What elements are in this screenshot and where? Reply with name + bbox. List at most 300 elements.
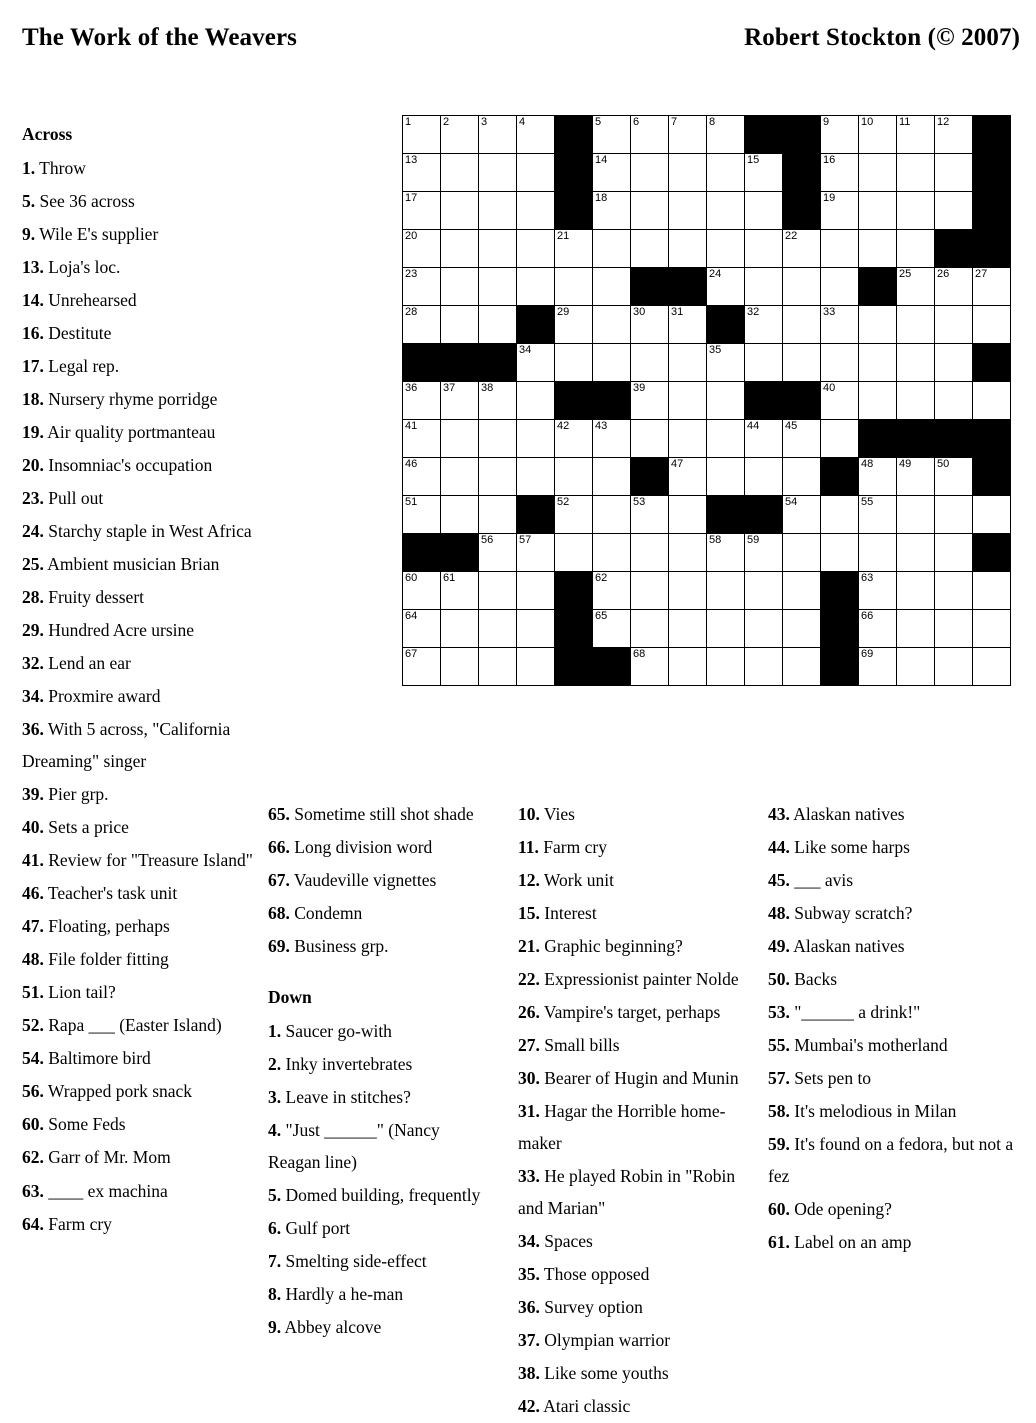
grid-cell[interactable]	[745, 306, 783, 344]
grid-cell[interactable]	[783, 648, 821, 686]
down-clue	[768, 1062, 1018, 1094]
grid-cell[interactable]	[821, 420, 859, 458]
grid-cell[interactable]	[517, 192, 555, 230]
down-clue	[768, 897, 1018, 929]
grid-cell[interactable]	[859, 230, 897, 268]
grid-cell[interactable]	[707, 382, 745, 420]
grid-cell[interactable]	[783, 496, 821, 534]
clue-number: 13.	[22, 257, 44, 278]
grid-cell[interactable]	[479, 496, 517, 534]
crossword-grid-table[interactable]	[402, 115, 1011, 686]
grid-cell[interactable]	[897, 268, 935, 306]
grid-cell[interactable]	[707, 116, 745, 154]
clue-text: Garr of Mr. Mom	[43, 1147, 171, 1168]
grid-cell[interactable]	[935, 610, 973, 648]
grid-cell[interactable]	[897, 382, 935, 420]
grid-cell[interactable]	[555, 344, 593, 382]
grid-cell[interactable]	[479, 648, 517, 686]
grid-cell[interactable]	[973, 268, 1011, 306]
grid-cell[interactable]	[517, 648, 555, 686]
grid-cell[interactable]	[631, 610, 669, 648]
grid-cell[interactable]	[821, 192, 859, 230]
grid-cell[interactable]	[935, 648, 973, 686]
grid-cell[interactable]	[479, 116, 517, 154]
clue-text: "______ a drink!"	[789, 1002, 921, 1023]
grid-cell[interactable]	[631, 572, 669, 610]
grid-cell-block	[745, 382, 783, 420]
down-clue	[768, 1029, 1018, 1061]
grid-cell[interactable]	[669, 192, 707, 230]
grid-cell[interactable]	[745, 534, 783, 572]
across-clue	[22, 449, 262, 481]
grid-cell[interactable]	[897, 154, 935, 192]
grid-cell-block	[973, 192, 1011, 230]
grid-cell[interactable]	[479, 610, 517, 648]
across-clue	[22, 284, 262, 316]
grid-cell[interactable]	[669, 230, 707, 268]
down-clue	[518, 1291, 746, 1323]
grid-cell[interactable]	[517, 458, 555, 496]
down-clue	[268, 1311, 486, 1343]
clue-column-4	[768, 798, 1018, 1259]
clue-number: 26.	[518, 1002, 540, 1023]
grid-cell[interactable]	[935, 306, 973, 344]
clue-text: Interest	[539, 903, 597, 924]
grid-cell[interactable]	[631, 154, 669, 192]
clue-text: Vaudeville vignettes	[289, 870, 437, 891]
clue-text: It's melodious in Milan	[789, 1101, 957, 1122]
clue-text: Pull out	[43, 488, 104, 509]
grid-cell-number: 37	[443, 382, 456, 394]
clue-number: 54.	[22, 1048, 44, 1069]
grid-cell[interactable]	[403, 420, 441, 458]
grid-cell[interactable]	[403, 382, 441, 420]
grid-cell[interactable]	[859, 496, 897, 534]
grid-cell[interactable]	[593, 344, 631, 382]
grid-cell[interactable]	[707, 458, 745, 496]
grid-cell[interactable]	[479, 420, 517, 458]
grid-cell[interactable]	[631, 306, 669, 344]
grid-cell[interactable]	[745, 230, 783, 268]
clue-number: 31.	[518, 1101, 540, 1122]
clue-number: 58.	[768, 1101, 790, 1122]
grid-cell[interactable]	[821, 534, 859, 572]
clue-column-3	[518, 798, 746, 1423]
grid-cell[interactable]	[859, 572, 897, 610]
down-clue	[768, 1128, 1018, 1192]
grid-cell[interactable]	[669, 648, 707, 686]
grid-cell[interactable]	[897, 610, 935, 648]
grid-cell[interactable]	[403, 610, 441, 648]
grid-cell[interactable]	[707, 648, 745, 686]
grid-cell[interactable]	[479, 458, 517, 496]
grid-cell[interactable]	[821, 230, 859, 268]
grid-cell[interactable]	[517, 610, 555, 648]
grid-cell[interactable]	[517, 572, 555, 610]
grid-cell[interactable]	[555, 458, 593, 496]
across-clue	[22, 844, 262, 876]
grid-cell[interactable]	[821, 268, 859, 306]
grid-cell[interactable]	[707, 268, 745, 306]
grid-cell[interactable]	[859, 648, 897, 686]
grid-cell[interactable]	[973, 306, 1011, 344]
grid-cell[interactable]	[631, 420, 669, 458]
grid-cell[interactable]	[403, 116, 441, 154]
grid-cell-number: 65	[595, 610, 608, 622]
grid-cell-number: 60	[405, 572, 418, 584]
grid-cell[interactable]	[897, 648, 935, 686]
grid-cell[interactable]	[897, 496, 935, 534]
grid-cell[interactable]	[593, 610, 631, 648]
grid-cell[interactable]	[441, 306, 479, 344]
clue-text: Leave in stitches?	[281, 1087, 411, 1108]
grid-cell[interactable]	[403, 192, 441, 230]
grid-cell[interactable]	[441, 230, 479, 268]
grid-cell[interactable]	[745, 420, 783, 458]
grid-cell-number: 6	[633, 116, 640, 128]
across-clue	[22, 1208, 262, 1240]
grid-cell[interactable]	[707, 534, 745, 572]
grid-cell-number: 62	[595, 572, 608, 584]
clue-text: Legal rep.	[43, 356, 120, 377]
grid-cell[interactable]	[631, 192, 669, 230]
clue-text: Unrehearsed	[43, 290, 137, 311]
grid-cell-number: 63	[861, 572, 874, 584]
grid-cell[interactable]	[783, 306, 821, 344]
clue-number: 21.	[518, 936, 540, 957]
grid-row	[403, 306, 1011, 344]
grid-cell[interactable]	[783, 344, 821, 382]
clue-text: Work unit	[539, 870, 614, 891]
down-clue	[518, 1095, 746, 1159]
grid-row	[403, 534, 1011, 572]
clue-number: 38.	[518, 1363, 540, 1384]
grid-cell[interactable]	[935, 572, 973, 610]
grid-cell[interactable]	[517, 534, 555, 572]
grid-cell[interactable]	[669, 344, 707, 382]
grid-cell[interactable]	[859, 192, 897, 230]
crossword-grid[interactable]	[402, 115, 1011, 686]
grid-cell-number: 21	[557, 230, 570, 242]
grid-cell[interactable]	[441, 382, 479, 420]
grid-cell[interactable]	[403, 648, 441, 686]
grid-cell[interactable]	[707, 610, 745, 648]
grid-cell[interactable]	[403, 268, 441, 306]
grid-cell[interactable]	[555, 268, 593, 306]
grid-cell[interactable]	[441, 192, 479, 230]
grid-cell[interactable]	[479, 268, 517, 306]
grid-cell[interactable]	[859, 534, 897, 572]
down-clue	[768, 831, 1018, 863]
grid-cell[interactable]	[935, 268, 973, 306]
across-clue	[22, 647, 262, 679]
grid-cell-block	[973, 534, 1011, 572]
down-clue	[268, 1179, 486, 1211]
clue-text: Air quality portmanteau	[43, 422, 216, 443]
grid-cell-block	[821, 648, 859, 686]
across-clue	[268, 798, 486, 830]
clue-number: 48.	[768, 903, 790, 924]
grid-cell[interactable]	[593, 420, 631, 458]
grid-cell[interactable]	[441, 420, 479, 458]
grid-cell[interactable]	[783, 458, 821, 496]
grid-cell[interactable]	[783, 534, 821, 572]
grid-cell[interactable]	[783, 230, 821, 268]
grid-cell[interactable]	[479, 572, 517, 610]
grid-cell[interactable]	[973, 648, 1011, 686]
grid-cell[interactable]	[935, 534, 973, 572]
grid-cell[interactable]	[859, 306, 897, 344]
grid-cell[interactable]	[821, 306, 859, 344]
grid-cell[interactable]	[821, 154, 859, 192]
grid-cell[interactable]	[669, 534, 707, 572]
down-clue	[518, 1390, 746, 1422]
clue-text: Smelting side-effect	[281, 1251, 427, 1272]
grid-cell[interactable]	[745, 610, 783, 648]
across-clue	[22, 251, 262, 283]
grid-cell[interactable]	[593, 116, 631, 154]
across-clue	[22, 910, 262, 942]
grid-cell[interactable]	[669, 116, 707, 154]
clue-text: Loja's loc.	[43, 257, 121, 278]
grid-cell[interactable]	[935, 344, 973, 382]
grid-cell[interactable]	[403, 306, 441, 344]
grid-cell[interactable]	[707, 154, 745, 192]
across-clue	[22, 581, 262, 613]
grid-cell[interactable]	[403, 230, 441, 268]
grid-cell[interactable]	[631, 116, 669, 154]
grid-cell[interactable]	[441, 268, 479, 306]
grid-cell[interactable]	[517, 382, 555, 420]
grid-cell[interactable]	[593, 458, 631, 496]
grid-cell[interactable]	[859, 344, 897, 382]
clue-text: Atari classic	[539, 1396, 631, 1417]
across-clue	[22, 877, 262, 909]
grid-cell[interactable]	[935, 382, 973, 420]
grid-cell[interactable]	[973, 382, 1011, 420]
grid-cell[interactable]	[517, 154, 555, 192]
grid-cell[interactable]	[555, 496, 593, 534]
clue-number: 44.	[768, 837, 790, 858]
grid-cell[interactable]	[707, 230, 745, 268]
grid-cell[interactable]	[593, 230, 631, 268]
grid-cell[interactable]	[441, 496, 479, 534]
clue-text: With 5 across, "California Dreaming" singer	[22, 719, 231, 772]
grid-cell[interactable]	[593, 192, 631, 230]
clue-number: 4.	[268, 1120, 282, 1141]
grid-cell[interactable]	[897, 344, 935, 382]
grid-cell[interactable]	[479, 192, 517, 230]
grid-cell[interactable]	[859, 154, 897, 192]
grid-cell[interactable]	[669, 306, 707, 344]
grid-cell[interactable]	[745, 458, 783, 496]
clue-text: Expressionist painter Nolde	[539, 969, 739, 990]
grid-cell[interactable]	[403, 458, 441, 496]
grid-cell[interactable]	[669, 458, 707, 496]
grid-cell[interactable]	[897, 230, 935, 268]
clue-number: 63.	[22, 1180, 44, 1201]
grid-cell[interactable]	[935, 192, 973, 230]
clue-number: 56.	[22, 1081, 44, 1102]
clue-number: 25.	[22, 554, 44, 575]
grid-cell-number: 64	[405, 610, 418, 622]
grid-cell[interactable]	[631, 344, 669, 382]
grid-cell[interactable]	[669, 610, 707, 648]
grid-cell[interactable]	[669, 420, 707, 458]
grid-cell[interactable]	[973, 496, 1011, 534]
grid-cell[interactable]	[973, 610, 1011, 648]
clue-number: 22.	[518, 969, 540, 990]
clue-text: Vies	[539, 804, 575, 824]
clue-number: 18.	[22, 389, 44, 410]
grid-cell-number: 22	[785, 230, 798, 242]
down-clue	[768, 1095, 1018, 1127]
grid-cell[interactable]	[479, 154, 517, 192]
grid-cell[interactable]	[517, 268, 555, 306]
grid-cell-number: 15	[747, 154, 760, 166]
grid-cell[interactable]	[821, 116, 859, 154]
grid-cell[interactable]	[897, 116, 935, 154]
grid-cell-number: 18	[595, 192, 608, 204]
grid-row	[403, 230, 1011, 268]
grid-cell[interactable]	[441, 572, 479, 610]
grid-cell[interactable]	[821, 382, 859, 420]
grid-cell[interactable]	[745, 154, 783, 192]
grid-cell[interactable]	[783, 610, 821, 648]
clue-number: 14.	[22, 290, 44, 311]
grid-cell[interactable]	[631, 230, 669, 268]
clue-number: 55.	[768, 1035, 790, 1056]
grid-cell[interactable]	[631, 496, 669, 534]
grid-cell-number: 8	[709, 116, 716, 128]
grid-cell-number: 39	[633, 382, 646, 394]
grid-cell[interactable]	[479, 534, 517, 572]
grid-cell-number: 61	[443, 572, 456, 584]
grid-cell[interactable]	[669, 572, 707, 610]
grid-cell[interactable]	[441, 610, 479, 648]
grid-cell[interactable]	[555, 230, 593, 268]
clue-number: 39.	[22, 784, 44, 805]
grid-cell[interactable]	[631, 534, 669, 572]
across-clue	[22, 185, 262, 217]
grid-cell[interactable]	[441, 116, 479, 154]
grid-cell[interactable]	[783, 572, 821, 610]
clue-number: 49.	[768, 936, 790, 957]
grid-row	[403, 572, 1011, 610]
grid-cell[interactable]	[593, 268, 631, 306]
grid-cell[interactable]	[935, 116, 973, 154]
grid-cell[interactable]	[745, 344, 783, 382]
grid-cell[interactable]	[897, 192, 935, 230]
clue-number: 24.	[22, 521, 44, 542]
clue-number: 62.	[22, 1147, 44, 1168]
grid-cell[interactable]	[441, 648, 479, 686]
clue-number: 23.	[22, 488, 44, 509]
grid-cell[interactable]	[593, 154, 631, 192]
grid-cell[interactable]	[593, 306, 631, 344]
grid-cell[interactable]	[859, 116, 897, 154]
grid-cell[interactable]	[783, 268, 821, 306]
grid-cell[interactable]	[441, 458, 479, 496]
grid-cell-number: 34	[519, 344, 532, 356]
grid-cell[interactable]	[403, 572, 441, 610]
grid-cell[interactable]	[403, 154, 441, 192]
grid-cell[interactable]	[707, 572, 745, 610]
grid-cell[interactable]	[517, 116, 555, 154]
grid-cell[interactable]	[897, 306, 935, 344]
grid-cell[interactable]	[593, 572, 631, 610]
grid-cell[interactable]	[403, 496, 441, 534]
grid-cell[interactable]	[555, 306, 593, 344]
across-clue	[22, 152, 262, 184]
grid-cell[interactable]	[935, 496, 973, 534]
grid-cell[interactable]	[897, 534, 935, 572]
grid-cell[interactable]	[859, 610, 897, 648]
grid-cell-block	[821, 458, 859, 496]
grid-cell[interactable]	[517, 420, 555, 458]
grid-cell[interactable]	[745, 268, 783, 306]
grid-cell[interactable]	[441, 154, 479, 192]
grid-cell[interactable]	[897, 458, 935, 496]
grid-cell[interactable]	[593, 534, 631, 572]
grid-cell[interactable]	[479, 382, 517, 420]
across-clue	[22, 943, 262, 975]
grid-cell[interactable]	[555, 534, 593, 572]
grid-cell-number: 25	[899, 268, 912, 280]
grid-cell[interactable]	[669, 496, 707, 534]
grid-cell[interactable]	[707, 344, 745, 382]
clue-number: 59.	[768, 1134, 790, 1155]
grid-cell[interactable]	[669, 154, 707, 192]
grid-cell-number: 53	[633, 496, 646, 508]
clue-text: Like some harps	[789, 837, 910, 858]
grid-cell[interactable]	[669, 382, 707, 420]
clue-number: 11.	[518, 837, 539, 858]
grid-cell[interactable]	[479, 230, 517, 268]
down-clue-list-part3	[768, 798, 1018, 1258]
across-clue	[22, 1141, 262, 1173]
grid-cell[interactable]	[631, 648, 669, 686]
clue-text: Floating, perhaps	[43, 916, 170, 937]
grid-cell-number: 48	[861, 458, 874, 470]
grid-cell[interactable]	[745, 648, 783, 686]
grid-cell[interactable]	[707, 420, 745, 458]
grid-cell[interactable]	[821, 344, 859, 382]
clue-number: 51.	[22, 982, 44, 1003]
grid-cell-block	[707, 306, 745, 344]
grid-cell[interactable]	[707, 192, 745, 230]
grid-cell[interactable]	[555, 420, 593, 458]
grid-cell-block	[593, 648, 631, 686]
grid-cell[interactable]	[897, 572, 935, 610]
grid-cell[interactable]	[935, 458, 973, 496]
grid-cell[interactable]	[517, 230, 555, 268]
grid-cell[interactable]	[859, 458, 897, 496]
grid-cell[interactable]	[479, 306, 517, 344]
grid-cell[interactable]	[783, 420, 821, 458]
grid-cell[interactable]	[935, 154, 973, 192]
grid-cell-block	[783, 382, 821, 420]
grid-cell[interactable]	[631, 382, 669, 420]
grid-cell[interactable]	[973, 572, 1011, 610]
clue-number: 1.	[22, 158, 36, 179]
grid-cell[interactable]	[745, 572, 783, 610]
grid-cell[interactable]	[517, 344, 555, 382]
grid-cell[interactable]	[593, 496, 631, 534]
grid-cell[interactable]	[859, 382, 897, 420]
grid-cell[interactable]	[745, 192, 783, 230]
grid-cell[interactable]	[821, 496, 859, 534]
